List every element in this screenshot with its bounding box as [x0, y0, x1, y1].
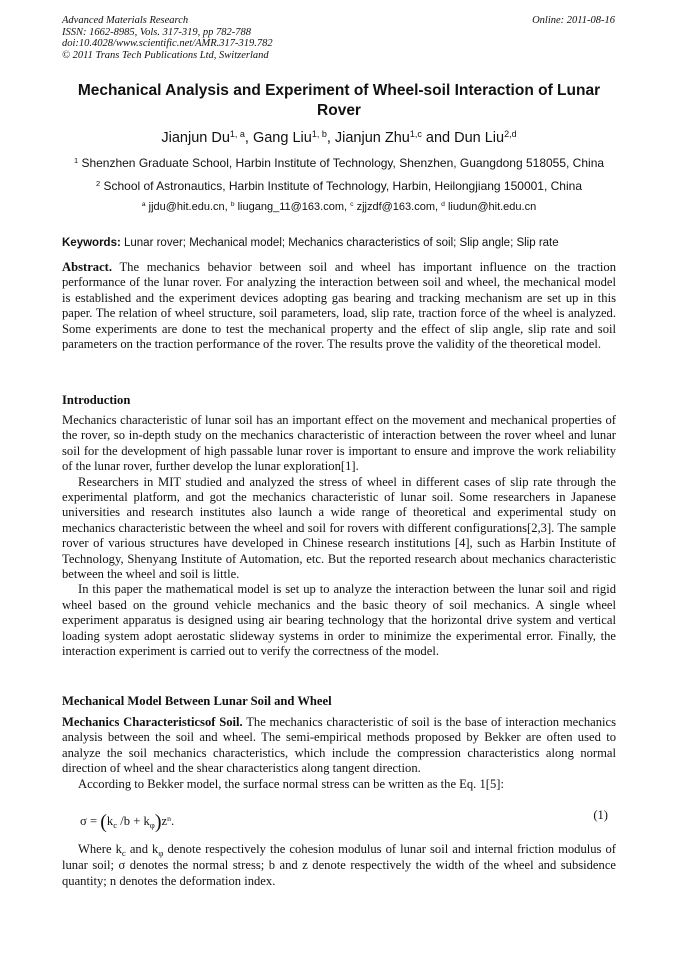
eq-subscript: c — [113, 819, 118, 830]
introduction-heading: Introduction — [62, 393, 131, 407]
journal-name: Advanced Materials Research — [62, 15, 189, 26]
section-paragraph: The mechanics characteristic of soil is the base of interaction mechanics analysis between the soil and wheel. The semi-empirical methods proposed by Bekker are often used to analyze the soil mechanics characteristics, which include the compression characteristics along normal direction of wheel and the shear characteristics along tangent direction. — [62, 715, 617, 776]
eq-z: z — [161, 814, 168, 828]
eq-subscript: φ — [149, 819, 155, 830]
paper-title: Mechanical Analysis and Experiment of Wheel-soil Interaction of Lunar Rover — [77, 82, 601, 119]
email-list: $^a$ jjdu@hit.edu.cn, $^b$ liugang_11@163.com, $^c$ zjjzdf@163.com, $^d$ liudun@hit.edu.cn — [141, 201, 537, 213]
affiliation-number: 1 — [73, 155, 79, 165]
eq-sigma: σ — [80, 814, 87, 828]
issn-line: ISSN: 1662-8985, Vols. 317-319, pp 782-788 — [62, 26, 251, 38]
author-name: Jianjun Du — [161, 130, 230, 146]
author-affil-mark: 1, a — [229, 129, 245, 140]
email-address[interactable]: liudun@hit.edu.cn — [447, 201, 537, 213]
keywords-label: Keywords: — [62, 237, 121, 249]
where-text: denote respectively the cohesion modulus of lunar soil and internal friction modulus of lunar soil; σ denotes the normal stress; b and z denote respectively the width of the wheel and subsidence quantity; n denotes the deformation index. — [62, 842, 616, 888]
affiliation-number: 2 — [95, 178, 101, 188]
author-list — [62, 129, 616, 148]
author-affil-mark: 2,d — [504, 129, 517, 140]
author-name: Dun Liu — [454, 130, 505, 146]
author-name: Jianjun Zhu — [334, 130, 410, 146]
where-subscript: c — [121, 847, 126, 858]
email-address[interactable]: liugang_11@163.com — [237, 201, 344, 213]
author-separator: , — [326, 130, 335, 146]
intro-paragraph: In this paper the mathematical model is set up to analyze the interaction between the lunar soil and rigid wheel based on the ground vehicle mechanics and the basic theory of soil mechanics. A single wheel experiment apparatus is designed using air bearing technology that the horizontal drive system and vertical loading system adopt aerostatic slideway systems in order to minimize the experimental error. Finally, the interaction experiment is carried out to verify the correctness of the model. — [62, 582, 616, 659]
email-mark: a — [141, 201, 146, 209]
email-address[interactable]: jjdu@hit.edu.cn — [148, 201, 225, 213]
doi-link[interactable]: doi:10.4028/www.scientific.net/AMR.317-319.782 — [62, 38, 273, 49]
where-text: and k — [125, 842, 159, 856]
copyright-line: © 2011 Trans Tech Publications Ltd, Switzerland — [62, 49, 269, 61]
intro-paragraph: Mechanics characteristic of lunar soil has an important effect on the movement and mechanical properties of the rover, so in-depth study on the mechanics characteristic of interaction between the rover wheel and lunar soil for the development of high passable lunar rover is important to ensure and improve the work reliability of the lunar rover, further develop the lunar exploration[1]. — [62, 413, 616, 474]
equation-number: (1) — [593, 808, 608, 822]
email-mark: d — [441, 201, 445, 209]
eq-equals: = — [89, 814, 98, 828]
equation-1 — [80, 808, 616, 831]
where-subscript: φ — [158, 847, 164, 858]
eq-lparen: ( — [100, 811, 107, 833]
abstract-text: The mechanics behavior between soil and wheel has important influence on the traction performance of the lunar rover. For analyzing the interaction between soil and wheel, the mechanical model is established and the experiment devices adopting gas bearing and tracking mechanism are set up in this paper. The relation of wheel structure, soil parameters, load, slip rate, traction force of the wheel is analyzed. Some experiments are done to test the mechanical property and the effect of slip angle, slip rate and soil parameters on the traction performance of the rover. The results prove the validity of the theoretical model. — [62, 260, 616, 352]
author-affil-mark: 1, b — [311, 129, 327, 140]
where-paragraph — [62, 842, 616, 889]
author-name: Gang Liu — [252, 130, 312, 146]
author-separator: , — [244, 130, 253, 146]
introduction-body — [62, 413, 616, 660]
affiliation-text: Shenzhen Graduate School, Harbin Institute of Technology, Shenzhen, Guangdong 518055, China — [81, 156, 605, 170]
section-paragraph: According to Bekker model, the surface normal stress can be written as the Eq. 1[5]: — [78, 776, 504, 791]
affiliation-text: School of Astronautics, Harbin Institute of Technology, Harbin, Heilongjiang 150001, China — [103, 179, 582, 193]
abstract — [62, 260, 616, 352]
affiliation-1 — [62, 156, 616, 172]
online-date: Online: 2011-08-16 — [532, 15, 615, 26]
keywords-line — [62, 236, 616, 250]
email-address[interactable]: zjjzdf@163.com — [356, 201, 435, 213]
eq-rparen: ) — [154, 811, 162, 833]
journal-header — [62, 15, 273, 61]
subsection-label: Mechanics Characteristicsof Soil. — [62, 715, 243, 729]
eq-k: k — [106, 814, 114, 828]
where-text: Where k — [78, 842, 122, 856]
intro-paragraph: Researchers in MIT studied and analyzed the stress of wheel in different cases of slip rate through the experimental platform, and got the mechanics characteristic of lunar soil. Some researchers in Japanese universities and research institutes also launch a wide range of theoretical and experimental study on mechanics characteristic between the wheel and soil for rovers with different configurations[2,3]. The sample rover of various structures have developed in Chinese research institutions [4], such as Harbin Institute of Technology, Shenyang Institute of Automation, etc. But the reported research about mechanics characteristic between the wheel and soil is little. — [62, 474, 616, 582]
section-body — [62, 715, 616, 792]
abstract-label: Abstract. — [62, 260, 113, 274]
author-affil-mark: 1,c — [409, 129, 422, 140]
eq-exponent: n — [167, 813, 172, 823]
email-mark: c — [350, 201, 354, 209]
keywords-text: Lunar rover; Mechanical model; Mechanics characteristics of soil; Slip angle; Slip rate — [124, 237, 559, 249]
eq-period: . — [171, 814, 175, 828]
author-and: and — [421, 130, 455, 146]
section-heading: Mechanical Model Between Lunar Soil and Wheel — [62, 694, 332, 708]
eq-over-b: /b — [120, 814, 131, 828]
eq-k: k — [143, 814, 150, 828]
eq-plus: + — [133, 814, 141, 828]
email-mark: b — [230, 201, 235, 209]
affiliation-2 — [62, 179, 616, 195]
